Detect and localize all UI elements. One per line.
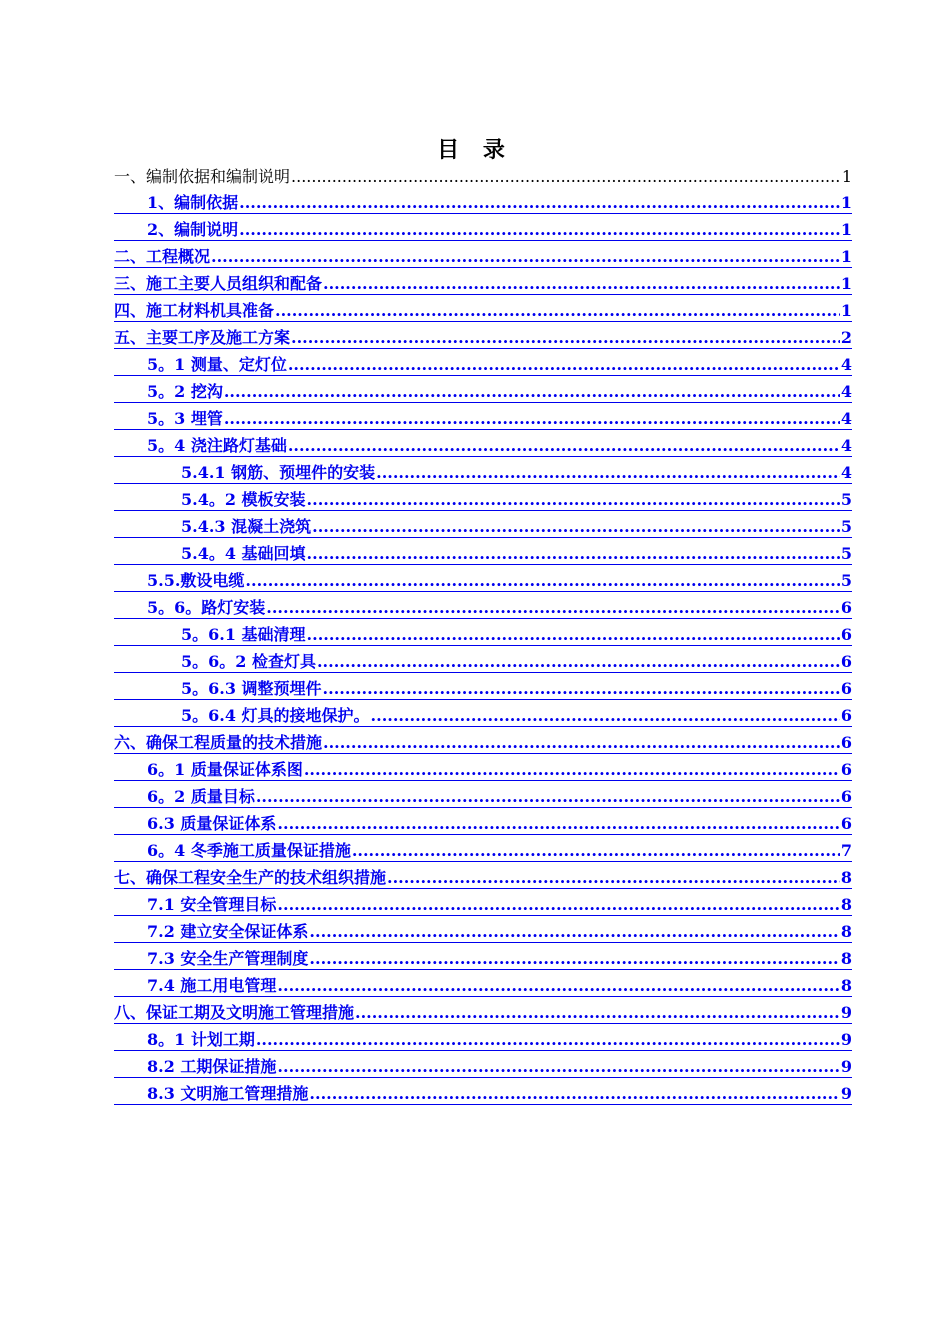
toc-page-number: 9	[840, 1030, 852, 1049]
toc-leader-dots	[376, 463, 840, 483]
toc-entry[interactable]	[114, 970, 852, 997]
toc-entry[interactable]	[114, 943, 852, 970]
toc-leader-dots	[387, 868, 840, 888]
toc-entry-text: 一、编制依据和编制说明	[114, 167, 291, 186]
toc-entry-text: 八、保证工期及文明施工管理措施	[114, 1003, 355, 1022]
toc-entry[interactable]	[114, 781, 852, 808]
toc-leader-dots	[277, 814, 839, 834]
toc-entry-text: 5。6。路灯安装	[147, 598, 266, 617]
toc-page-number: 6	[840, 625, 852, 644]
toc-entry[interactable]	[114, 160, 852, 187]
toc-leader-dots	[309, 922, 839, 942]
toc-leader-dots	[291, 328, 840, 348]
toc-page-number: 6	[840, 814, 852, 833]
toc-page-number: 1	[841, 167, 852, 186]
toc-entry-text: 5.5.敷设电缆	[147, 571, 245, 590]
toc-entry[interactable]	[114, 619, 852, 646]
toc-page-number: 6	[840, 652, 852, 671]
toc-entry-text: 5.4。2 模板安装	[181, 490, 306, 509]
toc-leader-dots	[323, 733, 840, 753]
toc-page-number: 1	[840, 220, 852, 239]
toc-entry[interactable]	[114, 916, 852, 943]
toc-entry[interactable]	[114, 484, 852, 511]
toc-entry-text: 6.3 质量保证体系	[147, 814, 277, 833]
toc-leader-dots	[239, 220, 840, 240]
toc-page-number: 8	[840, 868, 852, 887]
toc-entry-text: 1、编制依据	[147, 193, 239, 212]
toc-entry[interactable]	[114, 1024, 852, 1051]
toc-entry[interactable]	[114, 727, 852, 754]
toc-leader-dots	[277, 1057, 839, 1077]
toc-leader-dots	[256, 1030, 840, 1050]
toc-entry-text: 5。6.4 灯具的接地保护。	[181, 706, 370, 725]
toc-entry[interactable]	[114, 349, 852, 376]
toc-page-number: 8	[840, 922, 852, 941]
toc-leader-dots	[245, 571, 839, 591]
toc-entry-text: 6。4 冬季施工质量保证措施	[147, 841, 351, 860]
toc-leader-dots	[307, 490, 840, 510]
toc-page-number: 4	[840, 382, 852, 401]
toc-page-number: 5	[840, 571, 852, 590]
toc-entry[interactable]	[114, 646, 852, 673]
toc-page-number: 8	[840, 976, 852, 995]
toc-page-number: 9	[840, 1003, 852, 1022]
toc-leader-dots	[288, 436, 840, 456]
toc-leader-dots	[224, 409, 840, 429]
toc-entry[interactable]	[114, 403, 852, 430]
toc-leader-dots	[317, 652, 840, 672]
toc-page-number: 5	[840, 490, 852, 509]
toc-entry-text: 四、施工材料机具准备	[114, 301, 275, 320]
toc-leader-dots	[277, 895, 839, 915]
toc-entry[interactable]	[114, 268, 852, 295]
toc-entry-text: 5。6.1 基础清理	[181, 625, 306, 644]
toc-page-number: 4	[840, 463, 852, 482]
toc-leader-dots	[371, 706, 840, 726]
toc-entry-text: 5.4。4 基础回填	[181, 544, 306, 563]
toc-leader-dots	[291, 167, 841, 187]
toc-entry-text: 六、确保工程质量的技术措施	[114, 733, 323, 752]
toc-page-number: 7	[840, 841, 852, 860]
toc-leader-dots	[277, 976, 839, 996]
toc-page-number: 9	[840, 1084, 852, 1103]
toc-page-number: 5	[840, 517, 852, 536]
toc-entry[interactable]	[114, 565, 852, 592]
toc-leader-dots	[266, 598, 840, 618]
toc-entry[interactable]	[114, 511, 852, 538]
toc-entry[interactable]	[114, 376, 852, 403]
toc-entry-text: 7.1 安全管理目标	[147, 895, 277, 914]
toc-entry[interactable]	[114, 187, 852, 214]
toc-entry[interactable]	[114, 322, 852, 349]
toc-entry[interactable]	[114, 592, 852, 619]
toc-entry[interactable]	[114, 835, 852, 862]
toc-leader-dots	[355, 1003, 840, 1023]
toc-entry-text: 5。6。2 检查灯具	[181, 652, 316, 671]
toc-page-number: 6	[840, 598, 852, 617]
toc-leader-dots	[211, 247, 840, 267]
toc-leader-dots	[312, 517, 840, 537]
toc-entry[interactable]	[114, 889, 852, 916]
toc-title: 目 录	[437, 137, 513, 163]
toc-page-number: 4	[840, 436, 852, 455]
toc-page-number: 6	[840, 787, 852, 806]
toc-entry-text: 三、施工主要人员组织和配备	[114, 274, 323, 293]
toc-page-number: 5	[840, 544, 852, 563]
toc-leader-dots	[256, 787, 840, 807]
toc-entry[interactable]	[114, 214, 852, 241]
toc-entry-text: 6。2 质量目标	[147, 787, 255, 806]
toc-entry-text: 8.3 文明施工管理措施	[147, 1084, 309, 1103]
toc-entry[interactable]	[114, 862, 852, 889]
toc-page-number: 6	[840, 706, 852, 725]
toc-leader-dots	[307, 625, 840, 645]
toc-entry-text: 5.4.3 混凝土浇筑	[181, 517, 312, 536]
toc-entry[interactable]	[114, 430, 852, 457]
toc-page-number: 8	[840, 895, 852, 914]
toc-leader-dots	[352, 841, 840, 861]
toc-page-number: 4	[840, 355, 852, 374]
toc-page-number: 4	[840, 409, 852, 428]
toc-page-number: 1	[840, 247, 852, 266]
toc-page-number: 1	[840, 301, 852, 320]
toc-page-number: 8	[840, 949, 852, 968]
toc-entry[interactable]	[114, 457, 852, 484]
toc-entry[interactable]	[114, 1051, 852, 1078]
toc-entry[interactable]	[114, 808, 852, 835]
toc-page-number: 6	[840, 760, 852, 779]
toc-entry[interactable]	[114, 538, 852, 565]
toc-entry-text: 7.2 建立安全保证体系	[147, 922, 309, 941]
toc-entry[interactable]	[114, 241, 852, 268]
toc-entry[interactable]	[114, 1078, 852, 1105]
toc-leader-dots	[304, 760, 840, 780]
toc-entry[interactable]	[114, 295, 852, 322]
toc-entry-text: 二、工程概况	[114, 247, 211, 266]
toc-leader-dots	[323, 274, 840, 294]
toc-entry-text: 8.2 工期保证措施	[147, 1057, 277, 1076]
toc-entry-text: 5。2 挖沟	[147, 382, 223, 401]
toc-page-number: 1	[840, 274, 852, 293]
toc-entry[interactable]	[114, 673, 852, 700]
toc-leader-dots	[275, 301, 840, 321]
toc-entry-text: 五、主要工序及施工方案	[114, 328, 291, 347]
toc-entry-text: 7.4 施工用电管理	[147, 976, 277, 995]
toc-page-number: 2	[840, 328, 852, 347]
toc-leader-dots	[239, 193, 840, 213]
toc-entry-text: 5.4.1 钢筋、预埋件的安装	[181, 463, 376, 482]
toc-entry-text: 6。1 质量保证体系图	[147, 760, 303, 779]
toc-entry-text: 5。4 浇注路灯基础	[147, 436, 287, 455]
toc-page-number: 6	[840, 679, 852, 698]
toc-entry[interactable]	[114, 700, 852, 727]
toc-entry-text: 5。3 埋管	[147, 409, 223, 428]
toc-entry-text: 七、确保工程安全生产的技术组织措施	[114, 868, 387, 887]
toc-leader-dots	[224, 382, 840, 402]
toc-entry-text: 5。6.3 调整预埋件	[181, 679, 322, 698]
toc-entry-text: 2、编制说明	[147, 220, 239, 239]
toc-page-number: 6	[840, 733, 852, 752]
toc-leader-dots	[307, 544, 840, 564]
toc-page-number: 1	[840, 193, 852, 212]
toc-entry-text: 8。1 计划工期	[147, 1030, 255, 1049]
toc-leader-dots	[309, 949, 839, 969]
toc-leader-dots	[309, 1084, 839, 1104]
toc-entry[interactable]	[114, 754, 852, 781]
toc-page-number: 9	[840, 1057, 852, 1076]
toc-list	[114, 160, 852, 1105]
toc-entry-text: 5。1 测量、定灯位	[147, 355, 287, 374]
toc-entry-text: 7.3 安全生产管理制度	[147, 949, 309, 968]
toc-leader-dots	[323, 679, 840, 699]
toc-entry[interactable]	[114, 997, 852, 1024]
toc-leader-dots	[288, 355, 840, 375]
